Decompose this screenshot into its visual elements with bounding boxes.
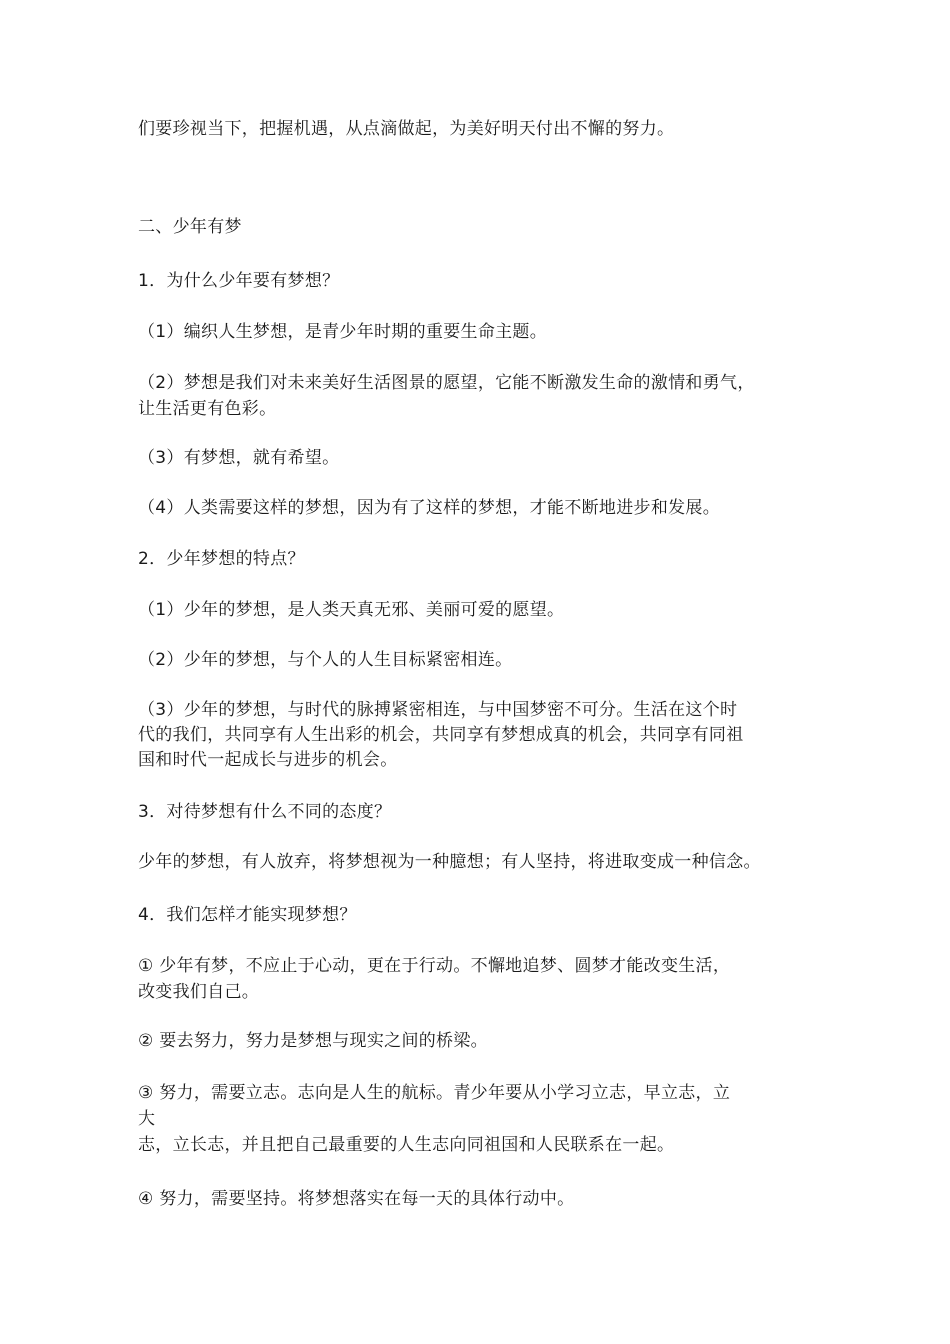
question-2-point-3-cont-1: 代的我们，共同享有人生出彩的机会，共同享有梦想成真的机会，共同享有同祖: [138, 725, 744, 745]
question-3-answer: 少年的梦想，有人放弃，将梦想视为一种臆想；有人坚持，将进取变成一种信念。: [138, 852, 761, 872]
question-1-point-3: （3）有梦想，就有希望。: [138, 448, 340, 468]
question-4-point-1-cont: 改变我们自己。: [138, 982, 260, 1002]
question-2-point-3-cont-2: 国和时代一起成长与进步的机会。: [138, 750, 398, 770]
question-1-point-2: （2）梦想是我们对未来美好生活图景的愿望，它能不断激发生命的激情和勇气，: [138, 373, 755, 393]
question-4-heading: 4．我们怎样才能实现梦想？: [138, 905, 357, 925]
question-4-point-2: ② 要去努力，努力是梦想与现实之间的桥梁。: [138, 1031, 488, 1051]
question-1-point-4: （4）人类需要这样的梦想，因为有了这样的梦想，才能不断地进步和发展。: [138, 498, 721, 518]
section-heading: 二、少年有梦: [138, 217, 242, 237]
question-1-heading: 1．为什么少年要有梦想？: [138, 271, 340, 291]
question-4-point-3: ③ 努力，需要立志。志向是人生的航标。青少年要从小学习立志，早立志，立: [138, 1083, 731, 1103]
question-4-point-3-cont-1: 大: [138, 1109, 156, 1129]
question-3-heading: 3．对待梦想有什么不同的态度？: [138, 802, 392, 822]
question-1-point-2-cont: 让生活更有色彩。: [138, 399, 277, 419]
paragraph-intro-tail: 们要珍视当下，把握机遇，从点滴做起，为美好明天付出不懈的努力。: [138, 119, 675, 139]
question-2-point-2: （2）少年的梦想，与个人的人生目标紧密相连。: [138, 650, 513, 670]
question-1-point-1: （1）编织人生梦想，是青少年时期的重要生命主题。: [138, 322, 548, 342]
question-4-point-1: ① 少年有梦，不应止于心动，更在于行动。不懈地追梦、圆梦才能改变生活，: [138, 956, 731, 976]
question-2-heading: 2．少年梦想的特点？: [138, 549, 305, 569]
question-4-point-3-cont-2: 志，立长志，并且把自己最重要的人生志向同祖国和人民联系在一起。: [138, 1135, 675, 1155]
question-2-point-1: （1）少年的梦想，是人类天真无邪、美丽可爱的愿望。: [138, 600, 565, 620]
question-4-point-4: ④ 努力，需要坚持。将梦想落实在每一天的具体行动中。: [138, 1189, 575, 1209]
question-2-point-3: （3）少年的梦想，与时代的脉搏紧密相连，与中国梦密不可分。生活在这个时: [138, 700, 738, 720]
